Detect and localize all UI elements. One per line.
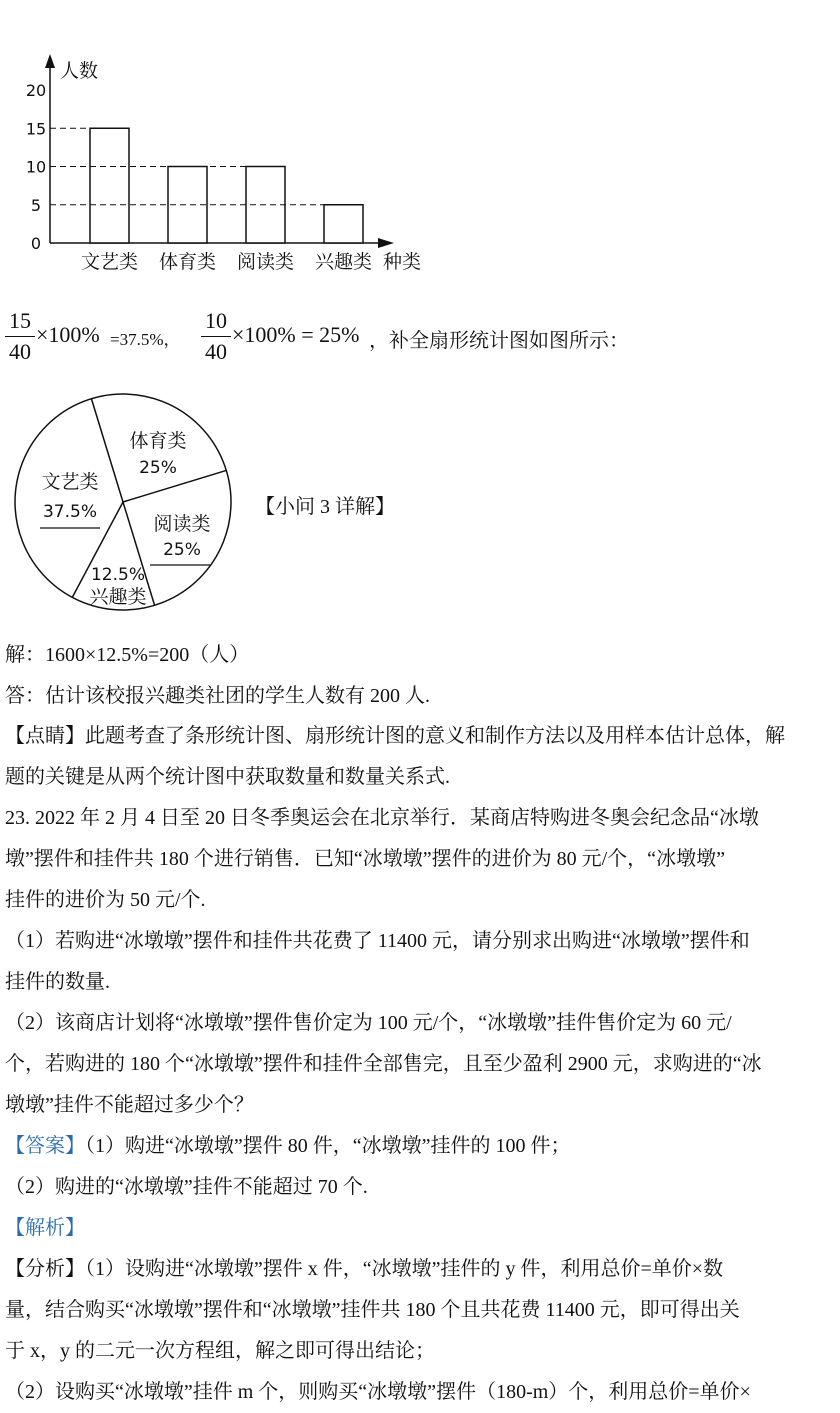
subquestion-3-heading: 【小问 3 详解】 [255, 496, 395, 518]
pie-percent-label: 25% [139, 458, 177, 478]
x-tick-label: 兴趣类 [314, 251, 373, 273]
question-23-part-1-line-1: （1）若购进“冰墩墩”摆件和挂件共花费了 11400 元，请分别求出购进“冰墩墩”摆件和 [5, 930, 750, 952]
fraction-1-bar [5, 336, 35, 337]
question-23-line-3: 挂件的进价为 50 元/个. [5, 889, 206, 911]
answer-section-line-2: （2）购进的“冰墩墩”挂件不能超过 70 个. [5, 1176, 368, 1198]
fraction-1 [5, 308, 35, 365]
pie-chart [0, 385, 250, 620]
pie-category-label: 阅读类 [153, 513, 211, 535]
formula-2-rest: ×100% = 25% [232, 322, 360, 347]
bar [324, 205, 363, 243]
bar-chart-plot [26, 54, 421, 273]
pie-category-label: 兴趣类 [89, 586, 147, 608]
fraction-1-denominator: 40 [9, 339, 31, 364]
analysis-line-3: 于 x，y 的二元一次方程组，解之即可得出结论； [5, 1340, 435, 1362]
y-axis-arrow [45, 54, 55, 68]
pie-percent-label: 25% [163, 540, 201, 560]
formula-1-rest: ×100% [36, 322, 100, 347]
pie-category-label: 体育类 [129, 430, 187, 452]
question-23-part-1-line-2: 挂件的数量. [5, 971, 110, 993]
formula-2-tail: ，补全扇形统计图如图所示： [369, 330, 629, 352]
comment-line-1: 【点睛】此题考查了条形统计图、扇形统计图的意义和制作方法以及用样本估计总体，解 [5, 725, 785, 747]
analysis-line-4: （2）设购买“冰墩墩”挂件 m 个，则购买“冰墩墩”摆件（180-m）个，利用总价=单价× [5, 1381, 751, 1403]
answer-tag: 【答案】 [5, 1135, 85, 1157]
comment-line-2: 题的关键是从两个统计图中获取数量和数量关系式. [5, 766, 450, 788]
y-tick-label: 20 [25, 81, 47, 100]
question-23-part-2-line-1: （2）该商店计划将“冰墩墩”摆件售价定为 100 元/个，“冰墩墩”挂件售价定为 60 元/ [5, 1012, 732, 1034]
pie-category-label: 文艺类 [41, 471, 99, 493]
bar [90, 128, 129, 243]
y-axis-label: 人数 [60, 60, 99, 82]
pie-percent-label: 37.5% [42, 502, 98, 522]
fraction-2-bar [201, 336, 231, 337]
pie-percent-label: 12.5% [90, 565, 146, 585]
analysis-line-2: 量，结合购买“冰墩墩”摆件和“冰墩墩”挂件共 180 个且共花费 11400 元，即可得出关 [5, 1299, 740, 1321]
answer-line: 答：估计该校报兴趣类社团的学生人数有 200 人. [5, 685, 430, 707]
fraction-1-numerator: 15 [9, 308, 31, 333]
y-tick-label: 0 [30, 234, 42, 253]
question-23-part-2-line-2: 个，若购进的 180 个“冰墩墩”摆件和挂件全部售完，且至少盈利 2900 元，求购进的“冰 [5, 1053, 762, 1075]
y-tick-label: 15 [25, 119, 47, 139]
bar-chart [0, 50, 440, 280]
analysis-tag: 【解析】 [5, 1217, 85, 1239]
solution-line: 解：1600×12.5%=200（人） [5, 644, 250, 666]
analysis-line-1: 【分析】（1）设购进“冰墩墩”摆件 x 件，“冰墩墩”挂件的 y 件，利用总价=单价×数 [5, 1258, 724, 1280]
y-tick-label: 5 [30, 195, 42, 215]
answer-section-line-1 [5, 1133, 571, 1159]
y-tick-label: 10 [25, 157, 47, 177]
question-23-line-2: 墩”摆件和挂件共 180 个进行销售．已知“冰墩墩”摆件的进价为 80 元/个，“冰墩墩” [5, 848, 725, 870]
fraction-2-denominator: 40 [205, 339, 227, 364]
question-23-part-2-line-3: 墩墩”挂件不能超过多少个？ [5, 1094, 254, 1116]
formula-1-result: =37.5%， [110, 330, 181, 349]
x-axis-arrow [378, 238, 394, 248]
question-23-line-1: 23. 2022 年 2 月 4 日至 20 日冬季奥运会在北京举行．某商店特购进冬奥会纪念品“冰墩 [5, 807, 759, 829]
fraction-2 [201, 308, 231, 365]
x-axis-label: 种类 [383, 251, 422, 273]
fraction-2-numerator: 10 [205, 308, 227, 333]
answer-text-1: （1）购进“冰墩墩”摆件 80 件，“冰墩墩”挂件的 100 件； [85, 1135, 571, 1157]
x-tick-label: 文艺类 [80, 251, 139, 273]
x-tick-label: 阅读类 [236, 251, 295, 273]
pie-chart-plot [15, 394, 231, 610]
x-tick-label: 体育类 [158, 251, 217, 273]
